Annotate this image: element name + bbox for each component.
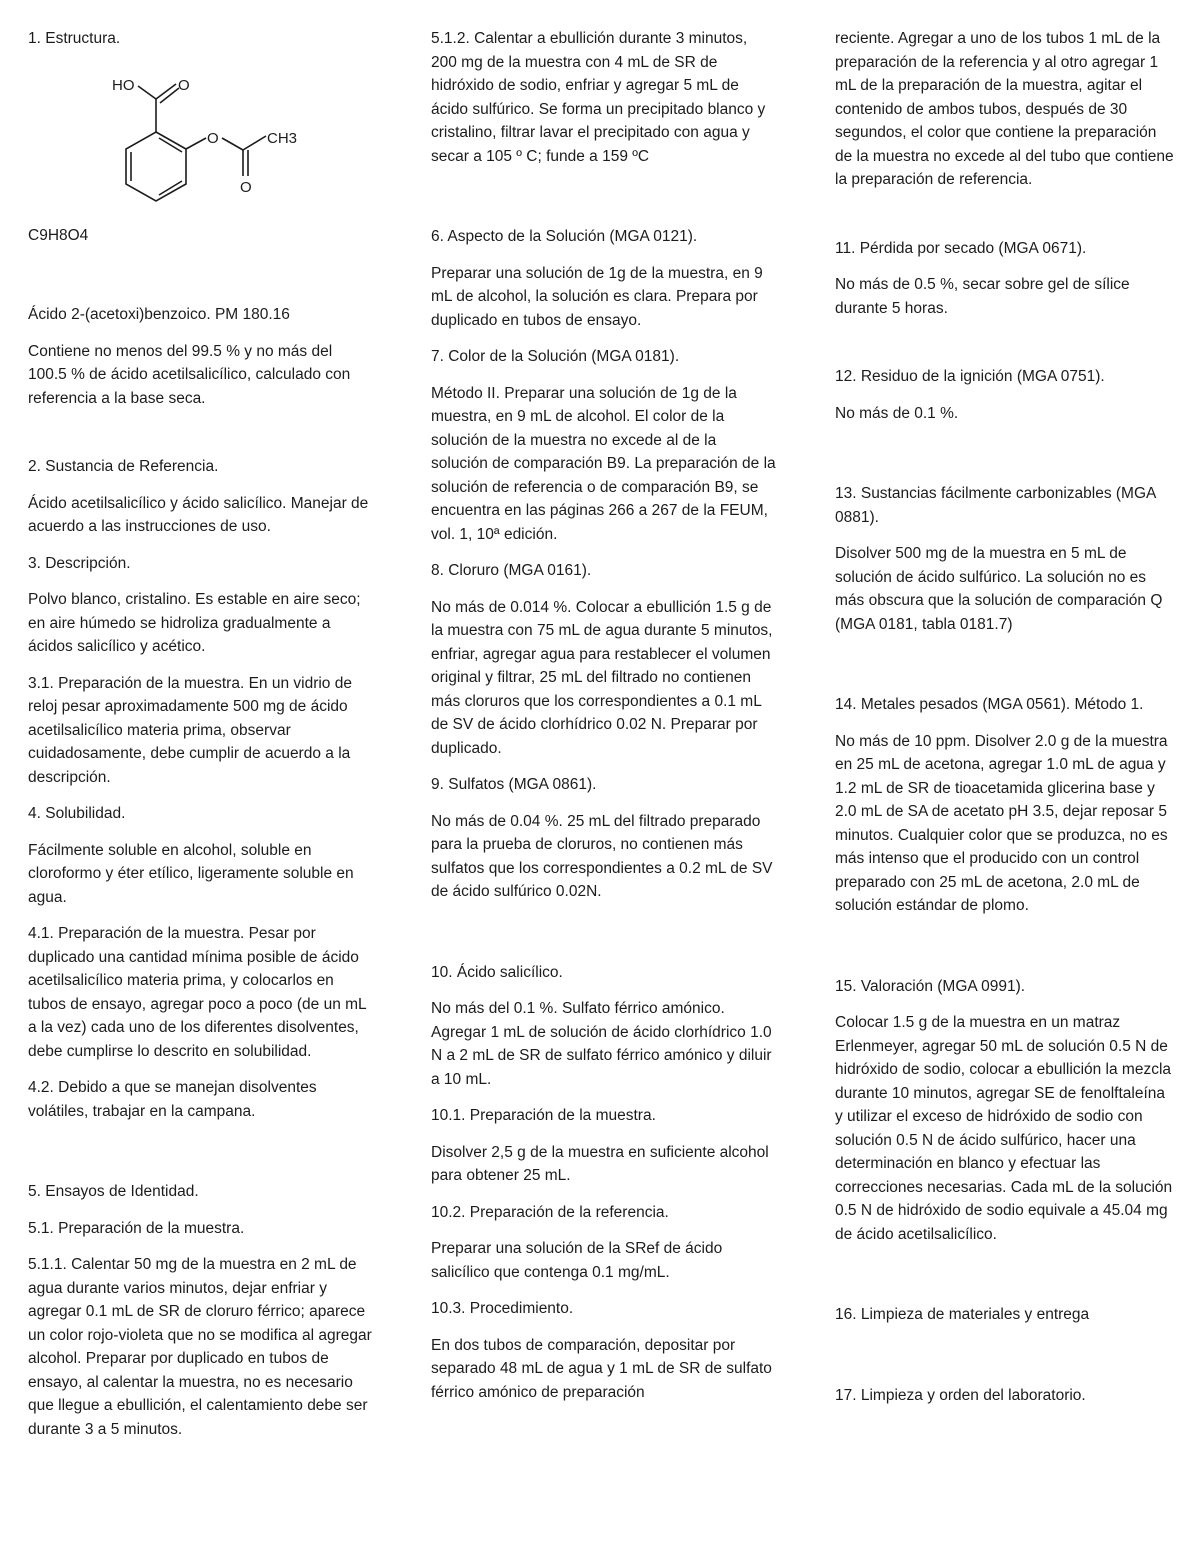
carbonizable-text: Disolver 500 mg de la muestra en 5 mL de solución de ácido sulfúrico. La solución no es más obscura que la solución de comparación Q (MGA 0181, tabla 0181.7) xyxy=(835,545,1163,633)
section-7-title: 7. Color de la Solución (MGA 0181). xyxy=(431,348,680,365)
molecular-formula: C9H8O4 xyxy=(28,226,89,244)
section-14-title: 14. Metales pesados (MGA 0561). Método 1. xyxy=(835,696,1144,713)
solution-color-text: Método II. Preparar una solución de 1g de la muestra, en 9 mL de alcohol. El color de la solución de la muestra no excede al de la solución de comparación B9. La preparación de la solución de referencia o de comparación B9, se encuentra en las páginas 266 a 267 de la FEUM, vol. 1, 10ª edición. xyxy=(431,384,776,543)
section-11-title: 11. Pérdida por secado (MGA 0671). xyxy=(835,239,1087,257)
loss-on-drying-text: No más de 0.5 %, secar sobre gel de sílice durante 5 horas. xyxy=(835,276,1130,317)
description-text: Polvo blanco, cristalino. Es estable en aire seco; en aire húmedo se hidroliza gradualmente a ácidos salicílico y acético. xyxy=(28,591,361,655)
label-o-acetyl: O xyxy=(240,178,252,196)
heavy-metals-text: No más de 10 ppm. Disolver 2.0 g de la muestra en 25 mL de acetona, agregar 1.0 mL de agua y 1.2 mL de SR de tioacetamida glicerina base y 2.0 mL de SA de acetato pH 3.5, dejar reposar 5 minutos. Cualquier color que se produzca, no es más intenso que el producido con un control preparado con 25 mL de acetona, 2.0 mL de solución estándar de plomo. xyxy=(835,732,1168,914)
section-3-1-text: 3.1. Preparación de la muestra. En un vidrio de reloj pesar aproximadamente 500 mg de ácido acetilsalicílico materia prima, observar cuidadosamente, debe cumplir de acuerdo a la descripción. xyxy=(28,674,352,786)
section-5-title: 5. Ensayos de Identidad. xyxy=(28,1183,199,1200)
section-3-title: 3. Descripción. xyxy=(28,554,131,572)
section-15-title: 15. Valoración (MGA 0991). xyxy=(835,977,1026,995)
chloride-text: No más de 0.014 %. Colocar a ebullición 1.5 g de la muestra con 75 mL de agua durante 5 minutos, enfriar, agregar agua para restablecer el volumen original y filtrar, 25 mL del filtrado no contienen más cloruros que los correspondientes a 0.1 mL de SV de ácido clorhídrico 0.02 N. Preparar por duplicado. xyxy=(431,598,773,757)
label-o-ether: O xyxy=(207,129,219,147)
salicylic-acid-text: No más del 0.1 %. Sulfato férrico amónico. Agregar 1 mL de solución de ácido clorhídrico 1.0 N a 2 mL de SR de sulfato férrico amónico y diluir a 10 mL. xyxy=(431,1000,772,1088)
solubility-text: Fácilmente soluble en alcohol, soluble en cloroformo y éter etílico, ligeramente soluble en agua. xyxy=(28,841,354,906)
section-8-title: 8. Cloruro (MGA 0161). xyxy=(431,562,592,579)
section-9-title: 9. Sulfatos (MGA 0861). xyxy=(431,776,597,793)
section-10-1-text: Disolver 2,5 g de la muestra en suficiente alcohol para obtener 25 mL. xyxy=(431,1143,769,1184)
column-3 xyxy=(835,27,1175,1420)
reference-substance-text: Ácido acetilsalicílico y ácido salicílico. Manejar de acuerdo a las instrucciones de uso. xyxy=(28,494,369,535)
section-10-title: 10. Ácido salicílico. xyxy=(431,963,563,981)
label-ch3: CH3 xyxy=(267,129,298,147)
label-o-carbonyl: O xyxy=(178,76,190,94)
solution-aspect-text: Preparar una solución de 1g de la muestra, en 9 mL de alcohol, la solución es clara. Prepara por duplicado en tubos de ensayo. xyxy=(431,264,763,329)
aspirin-structure-diagram xyxy=(98,64,328,224)
section-4-2-text: 4.2. Debido a que se manejan disolventes volátiles, trabajar en la campana. xyxy=(28,1079,317,1120)
section-5-1-1-text: 5.1.1. Calentar 50 mg de la muestra en 2 mL de agua durante varios minutos, dejar enfriar y agregar 0.1 mL de SR de cloruro férrico; aparece un color rojo-violeta que no se modifica al agregar alcohol. Preparar por duplicado en tubos de ensayo, al calentar la muestra, no es necesario que llegue a ebullición, el calentamiento debe ser durante 3 a 5 minutos. xyxy=(28,1256,372,1438)
titration-text: Colocar 1.5 g de la muestra en un matraz Erlenmeyer, agregar 50 mL de solución 0.5 N de hidróxido de sodio, colocar a ebullición la mezcla durante 10 minutos, agregar SE de fenolftaleína y utilizar el exceso de hidróxido de sodio con solución 0.5 N de ácido sulfúrico, hacer una determinación en blanco y efectuar las correcciones necesarias. Cada mL de la solución 0.5 N de hidróxido de sodio equivale a 45.04 mg de ácido acetilsalicílico. xyxy=(835,1014,1173,1243)
ignition-residue-text: No más de 0.1 %. xyxy=(835,404,959,422)
compound-name: Ácido 2-(acetoxi)benzoico. PM 180.16 xyxy=(28,306,290,323)
section-10-1-title: 10.1. Preparación de la muestra. xyxy=(431,1107,656,1124)
section-10-2-text: Preparar una solución de la SRef de ácido salicílico que contenga 0.1 mg/mL. xyxy=(431,1240,723,1281)
label-ho: HO xyxy=(112,76,135,94)
column-1 xyxy=(28,27,373,1454)
section-10-3-title: 10.3. Procedimiento. xyxy=(431,1300,574,1317)
section-12-title: 12. Residuo de la ignición (MGA 0751). xyxy=(835,368,1105,385)
section-2-title: 2. Sustancia de Referencia. xyxy=(28,458,219,475)
section-17-title: 17. Limpieza y orden del laboratorio. xyxy=(835,1386,1086,1404)
column-2 xyxy=(431,27,776,1417)
chemical-structure xyxy=(28,64,373,224)
section-10-3-continued-text: reciente. Agregar a uno de los tubos 1 mL de la preparación de la referencia y al otro agregar 1 mL de la preparación de la muestra, agitar el contenido de ambos tubos, después de 30 segundos, el color que contiene la preparación de la muestra no excede al del tubo que contiene la preparación de referencia. xyxy=(835,30,1174,188)
section-10-2-title: 10.2. Preparación de la referencia. xyxy=(431,1203,669,1221)
section-5-1-title: 5.1. Preparación de la muestra. xyxy=(28,1219,245,1237)
section-16-title: 16. Limpieza de materiales y entrega xyxy=(835,1306,1090,1323)
section-1-title: 1. Estructura. xyxy=(28,30,121,47)
section-13-title: 13. Sustancias fácilmente carbonizables (MGA 0881). xyxy=(835,485,1156,526)
section-5-1-2-text: 5.1.2. Calentar a ebullición durante 3 minutos, 200 mg de la muestra con 4 mL de SR de hidróxido de sodio, enfriar y agregar 5 mL de ácido sulfúrico. Se forma un precipitado blanco y cristalino, filtrar lavar el precipitado con agua y secar a 105 º C; funde a 159 ºC xyxy=(431,30,766,165)
sulfates-text: No más de 0.04 %. 25 mL del filtrado preparado para la prueba de cloruros, no contienen más sulfatos que los correspondientes a 0.2 mL de SV de ácido sulfúrico 0.02N. xyxy=(431,812,773,900)
section-4-1-text: 4.1. Preparación de la muestra. Pesar por duplicado una cantidad mínima posible de ácido acetilsalicílico materia prima, y colocarlos en tubos de ensayo, agregar poco a poco (de un mL a la vez) cada uno de los diferentes disolventes, debe cumplirse lo descrito en solubilidad. xyxy=(28,925,367,1060)
section-10-3-text: En dos tubos de comparación, depositar por separado 48 mL de agua y 1 mL de SR de sulfato férrico amónico de preparación xyxy=(431,1336,772,1401)
section-4-title: 4. Solubilidad. xyxy=(28,805,126,822)
purity-statement: Contiene no menos del 99.5 % y no más del 100.5 % de ácido acetilsalicílico, calculado con referencia a la base seca. xyxy=(28,342,351,407)
section-6-title: 6. Aspecto de la Solución (MGA 0121). xyxy=(431,228,698,245)
